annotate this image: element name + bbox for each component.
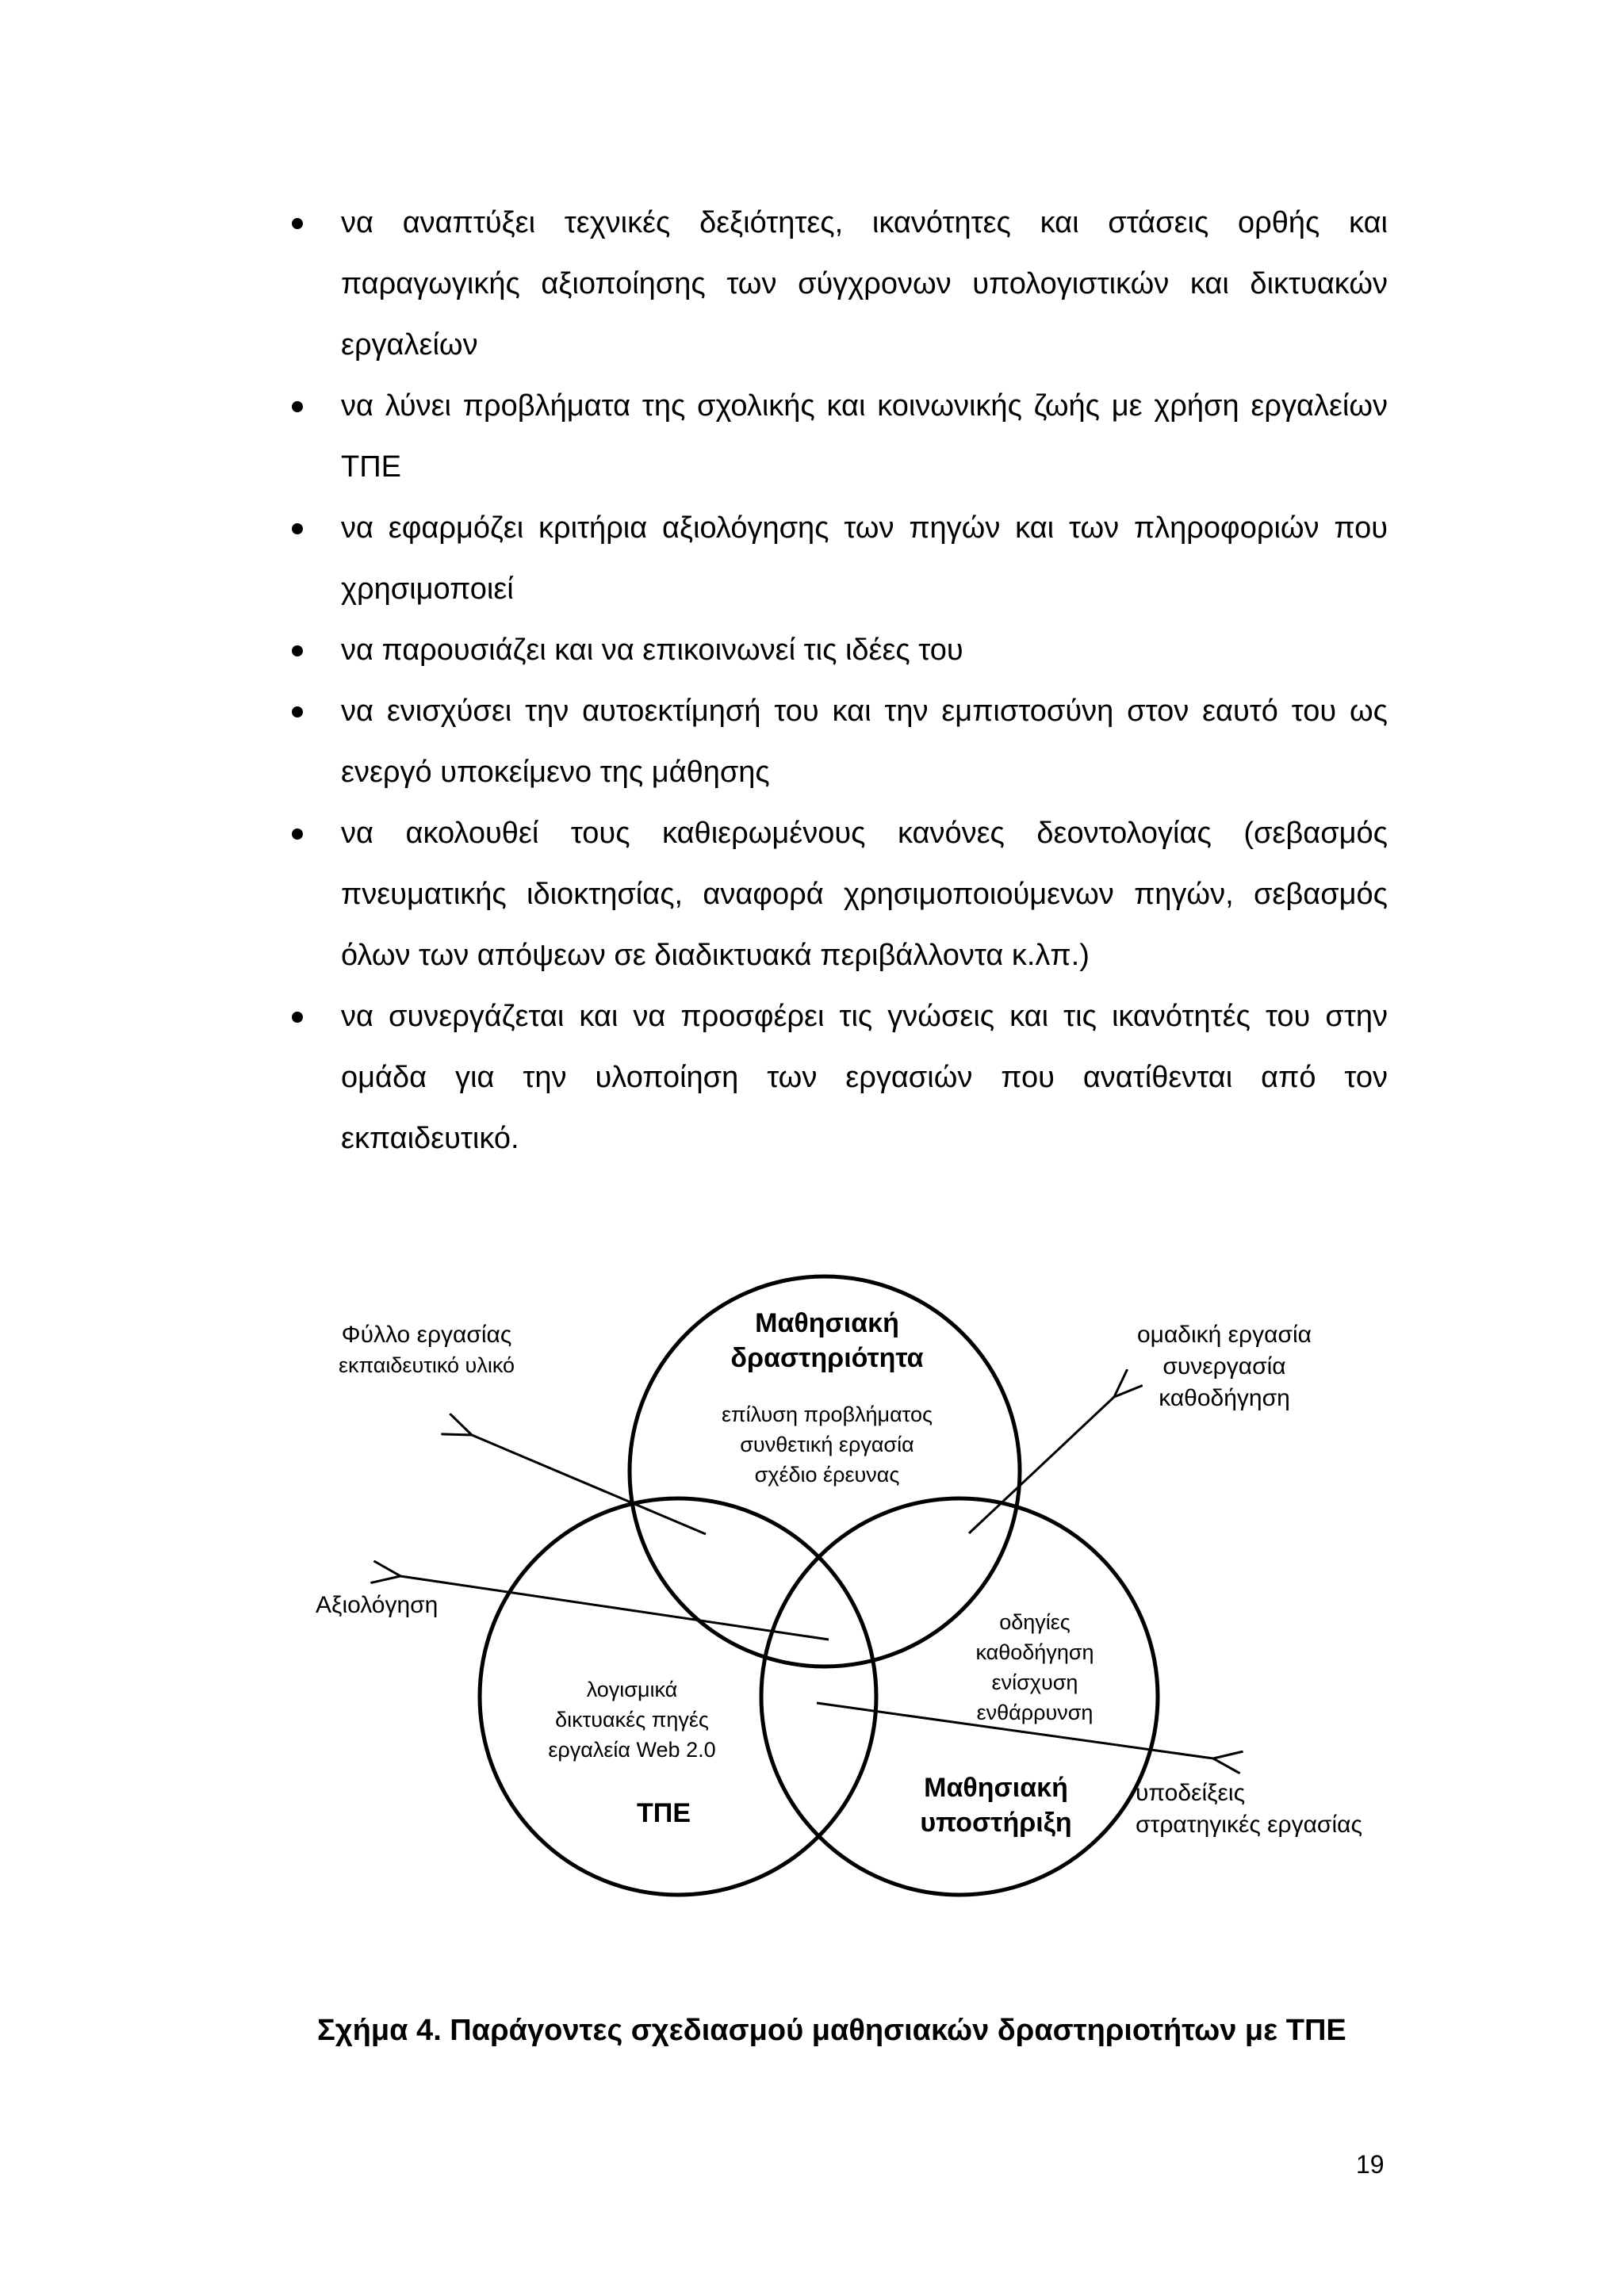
- assessment-label: Αξιολόγηση: [316, 1592, 439, 1618]
- ict-title: ΤΠΕ: [637, 1798, 691, 1828]
- bullet-text-line: να λύνει προβλήματα της σχολικής και κοινωνικής ζωής με χρήση εργαλείων: [341, 389, 1388, 423]
- learning-support-title-line2: υποστήριξη: [920, 1808, 1072, 1838]
- worksheet-label-line2: εκπαιδευτικό υλικό: [338, 1353, 515, 1377]
- ict-item: δικτυακές πηγές: [555, 1708, 709, 1732]
- groupwork-label-line2: συνεργασία: [1162, 1353, 1286, 1380]
- learning-activity-item: συνθετική εργασία: [740, 1433, 914, 1456]
- learning-support-item: ενίσχυση: [991, 1670, 1078, 1694]
- learning-support-item: οδηγίες: [999, 1610, 1071, 1634]
- page-number: 19: [1356, 2150, 1385, 2179]
- bullet-text-line: να εφαρμόζει κριτήρια αξιολόγησης των πηγών και των πληροφοριών που: [341, 511, 1388, 545]
- ict-item: εργαλεία Web 2.0: [548, 1738, 716, 1762]
- learning-activity-item: επίλυση προβλήματος: [722, 1402, 933, 1426]
- bullet-text-line: παραγωγικής αξιοποίησης των σύγχρονων υπολογιστικών και δικτυακών: [341, 267, 1388, 300]
- bullet-text-line: ενεργό υποκείμενο της μάθησης: [341, 756, 770, 789]
- groupwork-arrow: [969, 1397, 1114, 1533]
- bullet-text-line: εκπαιδευτικό.: [341, 1122, 519, 1155]
- bullet-text-line: να ενισχύσει την αυτοεκτίμησή του και την εμπιστοσύνη στον εαυτό του ως: [341, 695, 1388, 728]
- learning-support-item: καθοδήγηση: [975, 1640, 1094, 1664]
- groupwork-label-line3: καθοδήγηση: [1159, 1385, 1290, 1411]
- bullet-text-line: εργαλείων: [341, 328, 478, 362]
- bullet-text-line: χρησιμοποιεί: [341, 572, 514, 606]
- worksheet-label-line1: Φύλλο εργασίας: [341, 1322, 512, 1348]
- learning-activity-title-line2: δραστηριότητα: [730, 1343, 924, 1373]
- figure-caption: Σχήμα 4. Παράγοντες σχεδιασμού μαθησιακών δραστηριοτήτων με ΤΠΕ: [317, 2014, 1346, 2047]
- learning-activity-title-line1: Μαθησιακή: [755, 1308, 899, 1338]
- bullet-text-line: να ακολουθεί τους καθιερωμένους κανόνες δεοντολογίας (σεβασμός: [341, 817, 1388, 850]
- bullet-text-line: να παρουσιάζει και να επικοινωνεί τις ιδέες του: [341, 633, 963, 667]
- learning-support-title-line1: Μαθησιακή: [924, 1773, 1068, 1803]
- learning-activity-item: σχέδιο έρευνας: [754, 1463, 900, 1487]
- bullet-text-line: πνευματικής ιδιοκτησίας, αναφορά χρησιμοποιούμενων πηγών, σεβασμός: [341, 878, 1388, 911]
- ict-item: λογισμικά: [586, 1678, 678, 1701]
- bullet-text-line: να αναπτύξει τεχνικές δεξιότητες, ικανότητες και στάσεις ορθής και: [341, 206, 1388, 239]
- hints-label-line1: υποδείξεις: [1136, 1780, 1246, 1806]
- groupwork-label-line1: ομαδική εργασία: [1136, 1322, 1312, 1348]
- hints-label-line2: στρατηγικές εργασίας: [1136, 1812, 1362, 1838]
- bullet-text-line: να συνεργάζεται και να προσφέρει τις γνώσεις και τις ικανότητές του στην: [341, 1000, 1388, 1033]
- bullet-text-line: ομάδα για την υλοποίηση των εργασιών που ανατίθενται από τον: [341, 1061, 1388, 1094]
- learning-support-item: ενθάρρυνση: [976, 1701, 1094, 1724]
- bullet-text-line: ΤΠΕ: [341, 450, 401, 484]
- bullet-text-line: όλων των απόψεων σε διαδικτυακά περιβάλλοντα κ.λπ.): [341, 939, 1090, 972]
- assessment-arrow: [400, 1576, 829, 1640]
